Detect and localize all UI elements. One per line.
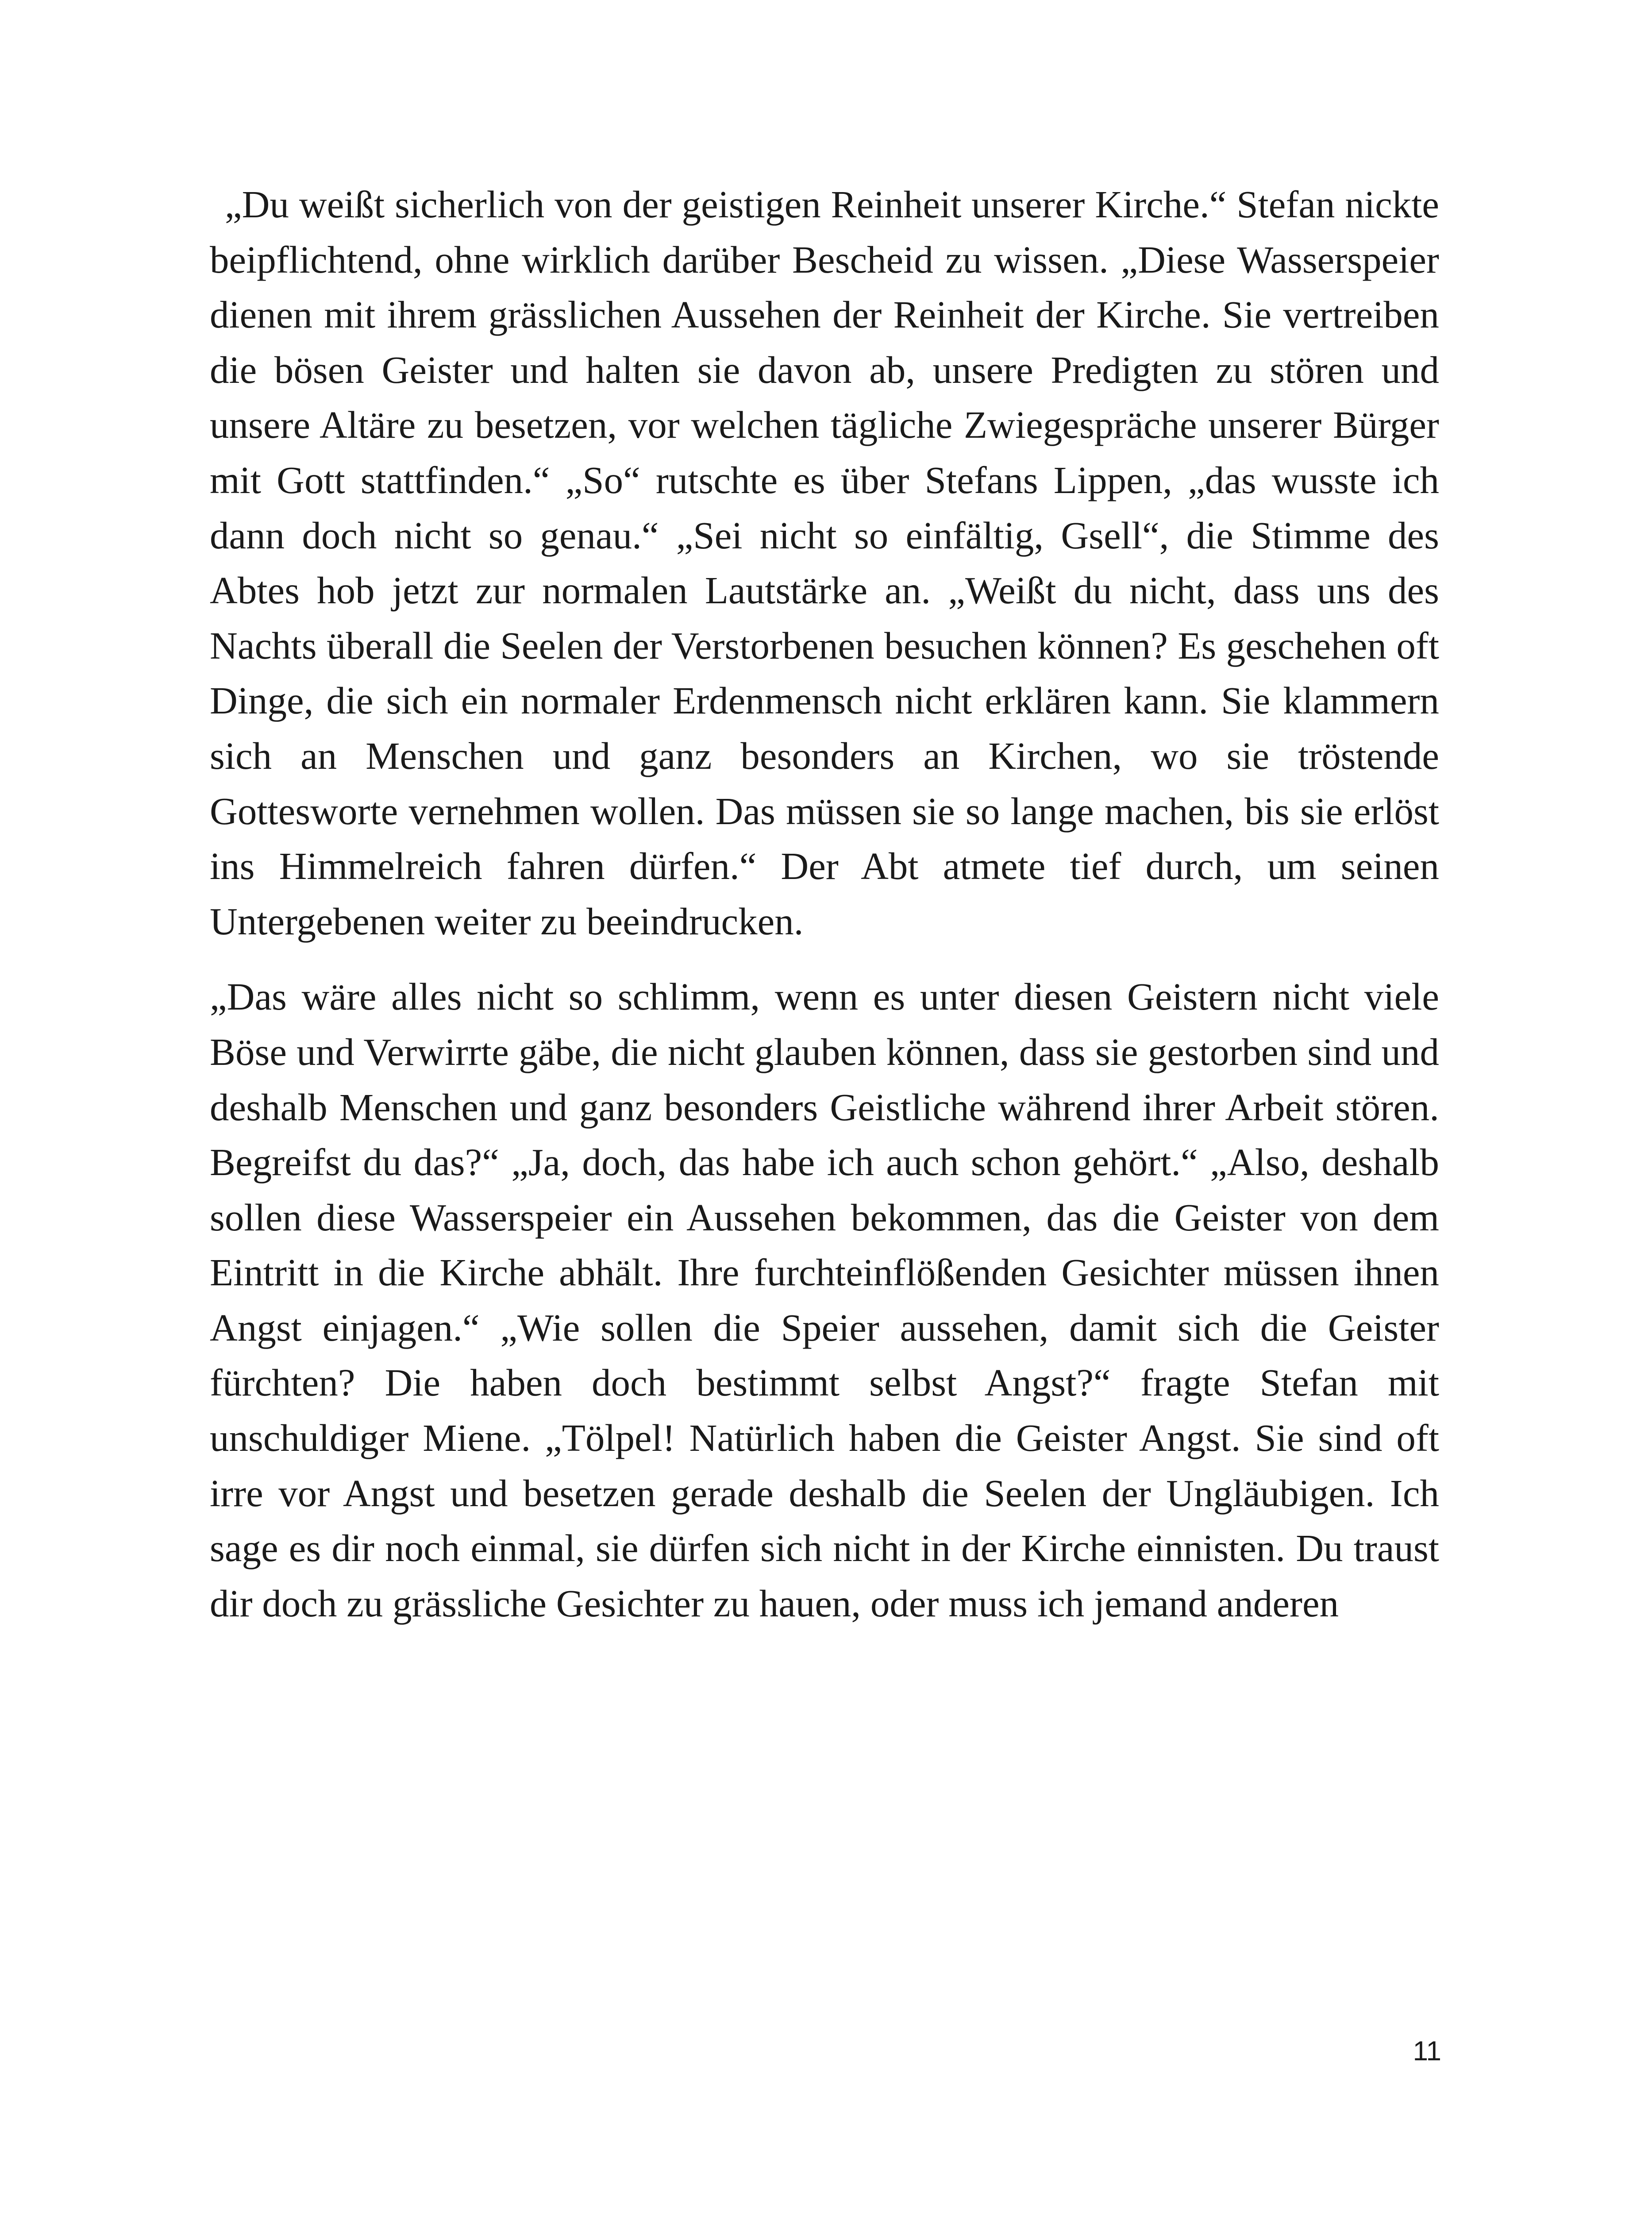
page-number: 11	[1413, 2036, 1441, 2066]
body-text	[210, 177, 1439, 1631]
paragraph-2: „Das wäre alles nicht so schlimm, wenn es unter diesen Geistern nicht viele Böse und Verwirrte gäbe, die nicht glauben können, dass sie gestorben sind und deshalb Menschen und ganz besonders Geistliche während ihrer Arbeit stören. Begreifst du das?“ „Ja, doch, das habe ich auch schon gehört.“ „Also, deshalb sollen diese Wasserspeier ein Aussehen bekommen, das die Geister von dem Eintritt in die Kirche abhält. Ihre furchteinflößenden Gesichter müssen ihnen Angst einjagen.“ „Wie sollen die Speier aussehen, damit sich die Geister fürchten? Die haben doch bestimmt selbst Angst?“ fragte Stefan mit unschuldiger Miene. „Tölpel! Natürlich haben die Geister Angst. Sie sind oft irre vor Angst und besetzen gerade deshalb die Seelen der Ungläubigen. Ich sage es dir noch einmal, sie dürfen sich nicht in der Kirche einnisten. Du traust dir doch zu grässliche Gesichter zu hauen, oder muss ich jemand anderen	[210, 975, 1439, 1625]
paragraph-1: „Du weißt sicherlich von der geistigen Reinheit unserer Kirche.“ Stefan nickte beipflichtend, ohne wirklich darüber Bescheid zu wissen. „Diese Wasserspeier dienen mit ihrem grässlichen Aussehen der Reinheit der Kirche. Sie vertreiben die bösen Geister und halten sie davon ab, unsere Predigten zu stören und unsere Altäre zu besetzen, vor welchen tägliche Zwiegespräche unserer Bürger mit Gott stattfinden.“ „So“ rutschte es über Stefans Lippen, „das wusste ich dann doch nicht so genau.“ „Sei nicht so einfältig, Gsell“, die Stimme des Abtes hob jetzt zur normalen Lautstärke an. „Weißt du nicht, dass uns des Nachts überall die Seelen der Verstorbenen besuchen können? Es geschehen oft Dinge, die sich ein normaler Erdenmensch nicht erklären kann. Sie klammern sich an Menschen und ganz besonders an Kirchen, wo sie tröstende Gottesworte vernehmen wollen. Das müssen sie so lange machen, bis sie erlöst ins Himmelreich fahren dürfen.“ Der Abt atmete tief durch, um seinen Untergebenen weiter zu beeindrucken.	[210, 183, 1439, 943]
